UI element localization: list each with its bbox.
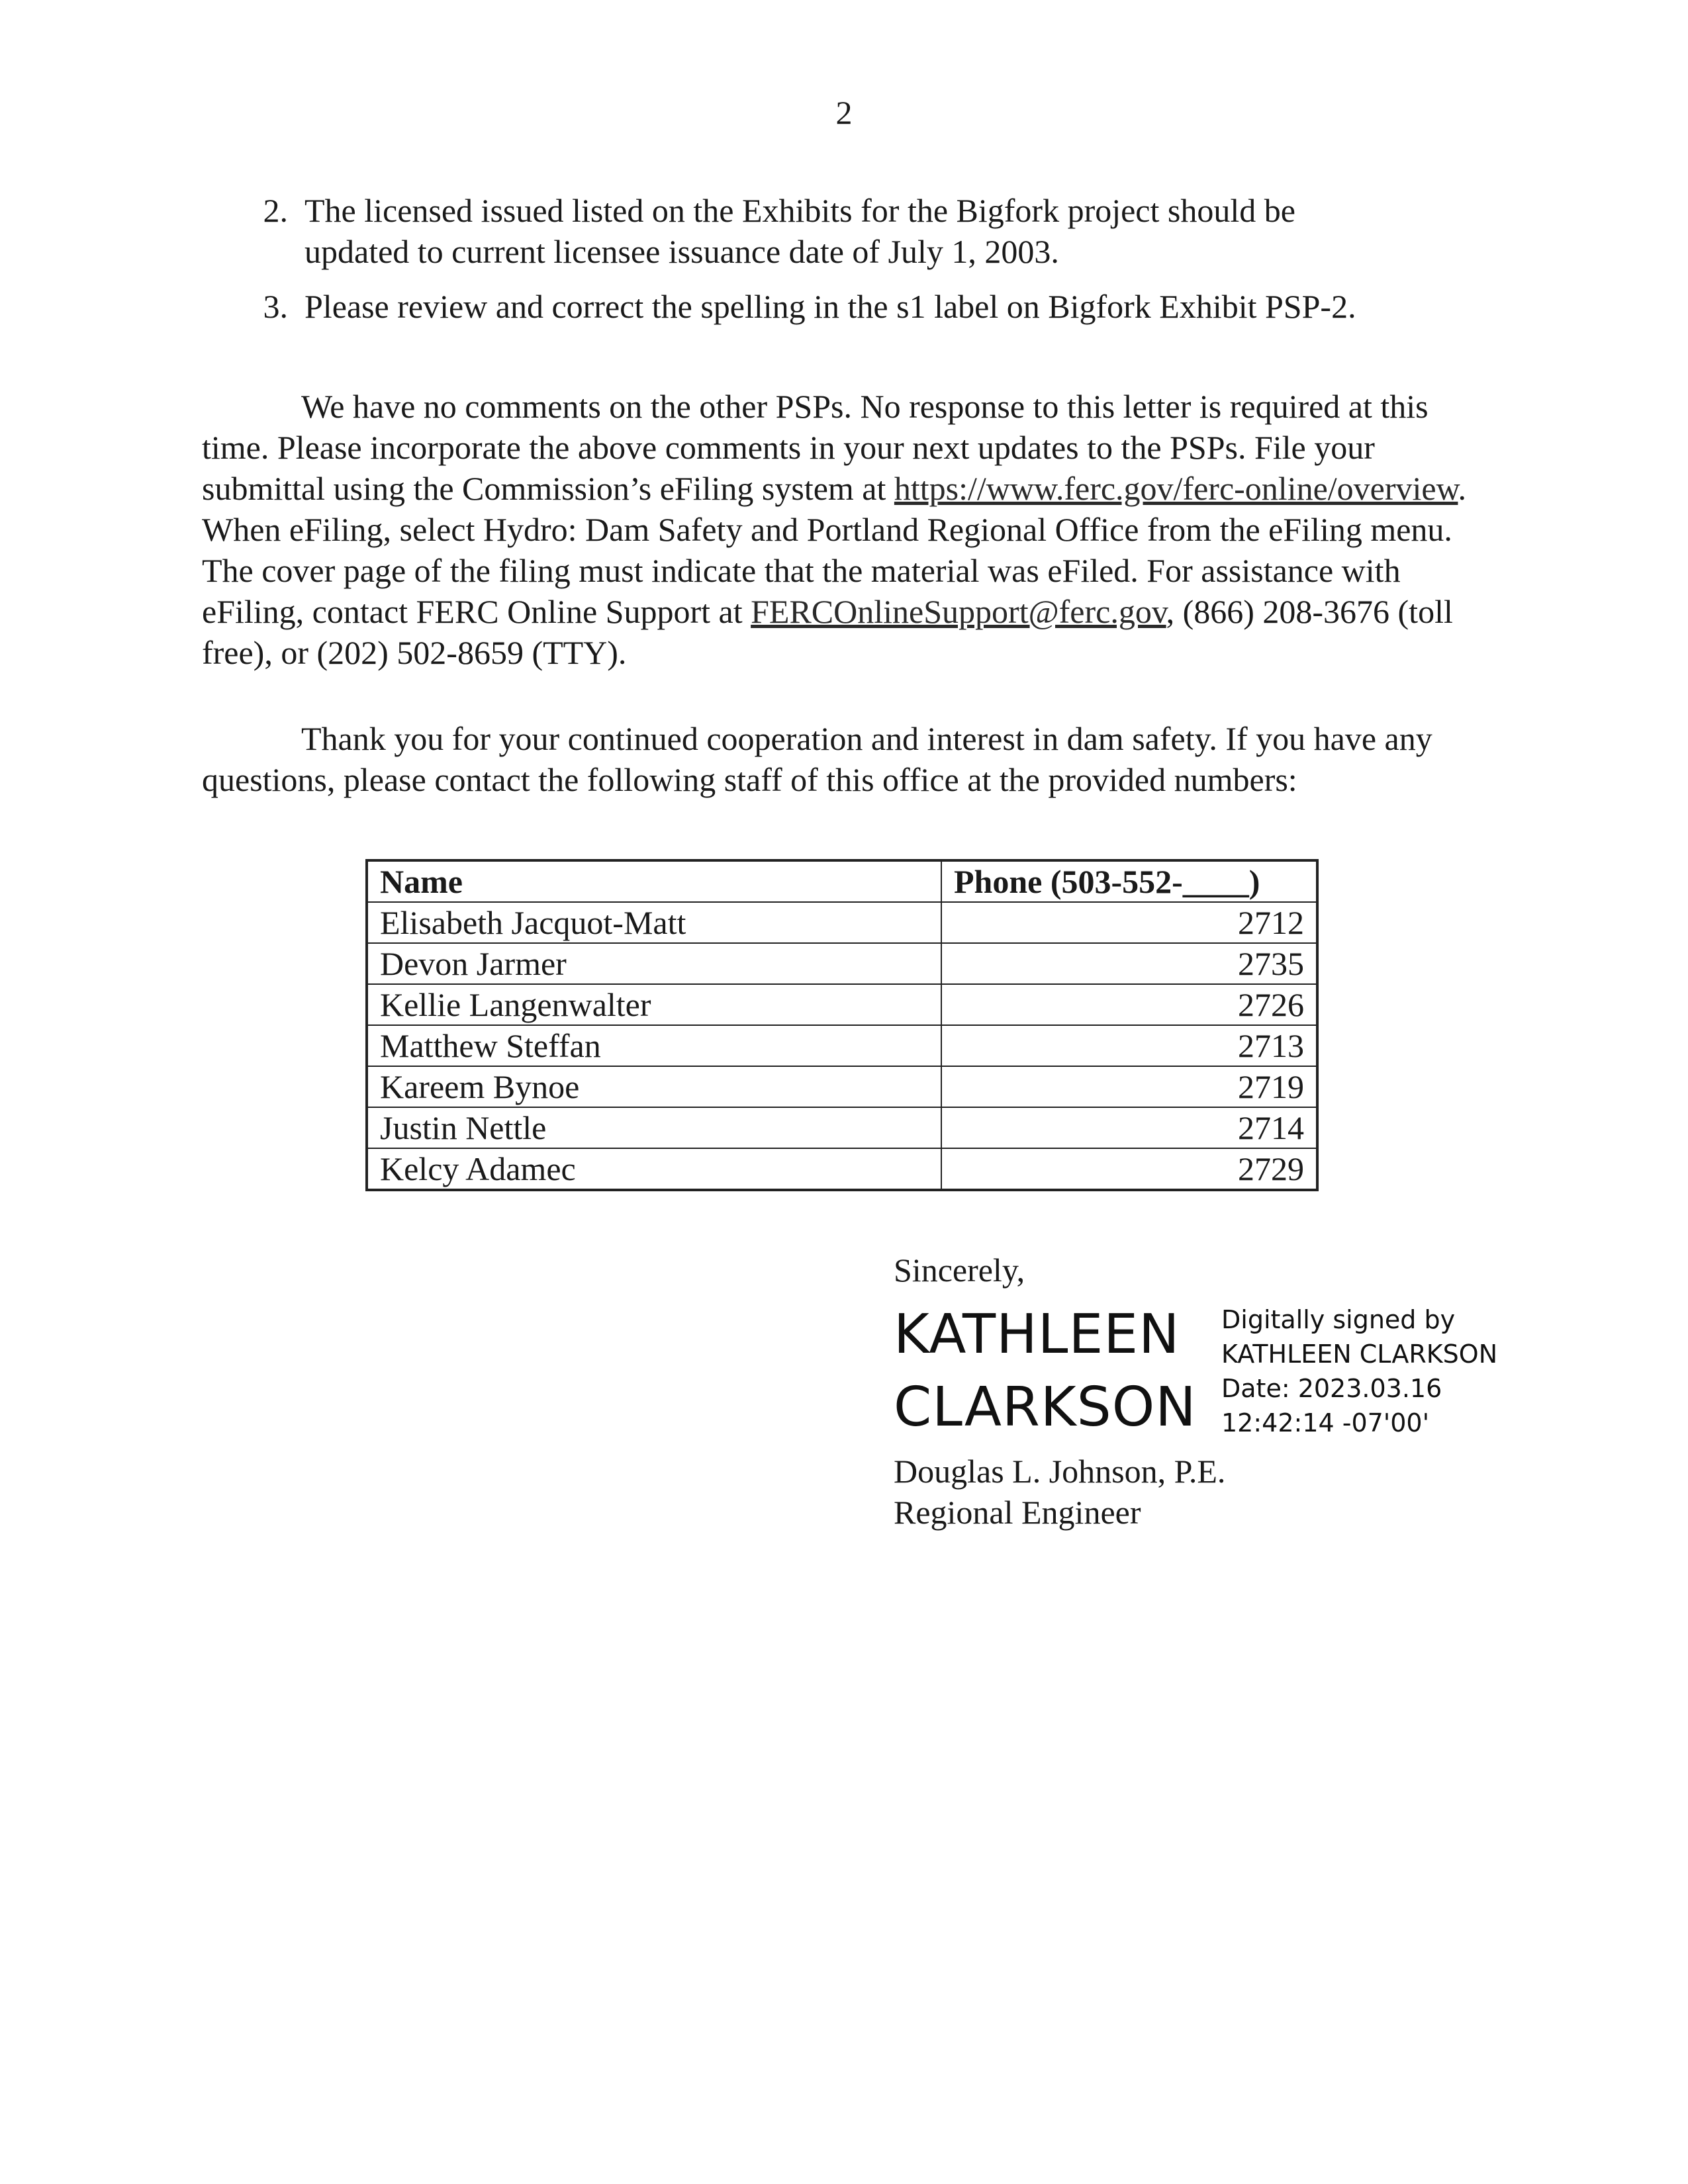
signature-name-line: KATHLEEN	[894, 1303, 1180, 1366]
list-item-line: updated to current licensee issuance date of July 1, 2003.	[305, 233, 1059, 270]
column-header-phone: Phone (503-552-____)	[941, 860, 1317, 902]
staff-phone: 2726	[941, 984, 1317, 1025]
page-number: 2	[835, 94, 853, 131]
staff-name: Kelcy Adamec	[367, 1148, 941, 1190]
list-item-number: 2.	[263, 192, 288, 229]
paragraph-text: , (866) 208-3676 (toll free), or (202) 502-8659 (TTY).	[202, 593, 1453, 671]
digital-signature-details	[1221, 1302, 1497, 1440]
table-row	[367, 1025, 1317, 1066]
staff-name: Kareem Bynoe	[367, 1066, 941, 1107]
staff-name: Justin Nettle	[367, 1107, 941, 1148]
list-item-line: The licensed issued listed on the Exhibits for the Bigfork project should be	[305, 192, 1295, 229]
staff-phone: 2714	[941, 1107, 1317, 1148]
staff-contact-table	[365, 859, 1319, 1191]
signature-detail-line: KATHLEEN CLARKSON	[1221, 1340, 1498, 1369]
staff-phone: 2735	[941, 943, 1317, 984]
efiling-link[interactable]: https://www.ferc.gov/ferc-online/overview	[894, 470, 1458, 507]
list-item-line: Please review and correct the spelling in the s1 label on Bigfork Exhibit PSP-2.	[305, 288, 1356, 325]
efiling-paragraph	[202, 386, 1473, 673]
staff-phone: 2729	[941, 1148, 1317, 1190]
support-email-link[interactable]: FERCOnlineSupport@ferc.gov	[751, 593, 1166, 630]
closing-salutation: Sincerely,	[894, 1251, 1025, 1289]
signature-detail-line: Date: 2023.03.16	[1221, 1374, 1442, 1403]
staff-name: Kellie Langenwalter	[367, 984, 941, 1025]
signer-title: Regional Engineer	[894, 1494, 1141, 1531]
table-row	[367, 902, 1317, 943]
table-row	[367, 1148, 1317, 1190]
signer-name: Douglas L. Johnson, P.E.	[894, 1453, 1226, 1490]
table-row	[367, 1066, 1317, 1107]
list-item-number: 3.	[263, 288, 288, 325]
table-header-row	[367, 860, 1317, 902]
staff-name: Devon Jarmer	[367, 943, 941, 984]
signature-name-line: CLARKSON	[894, 1376, 1197, 1439]
table-row	[367, 1107, 1317, 1148]
staff-phone: 2719	[941, 1066, 1317, 1107]
staff-phone: 2713	[941, 1025, 1317, 1066]
staff-phone: 2712	[941, 902, 1317, 943]
signer-block	[894, 1451, 1225, 1533]
staff-name: Elisabeth Jacquot-Matt	[367, 902, 941, 943]
column-header-name: Name	[367, 860, 941, 902]
table-row	[367, 984, 1317, 1025]
contact-paragraph: Thank you for your continued cooperation and interest in dam safety. If you have any questions, please contact the following staff of this office at the provided numbers:	[202, 720, 1432, 798]
signature-detail-line: Digitally signed by	[1221, 1305, 1456, 1334]
signature-detail-line: 12:42:14 -07'00'	[1221, 1408, 1430, 1437]
digital-signature-name	[894, 1298, 1197, 1444]
paragraph-text: . When eFiling, select Hydro: Dam Safety and Portland Regional Office from the eFiling menu. The cover page of the filing must indicate that the material was eFiled. For assistance with eFiling, contact FERC Online Support at	[202, 470, 1466, 630]
paragraph-text: We have no comments on the other PSPs. No response to this letter is required at this time. Please incorporate the above comments in your next updates to the PSPs. File your submittal using the Commission’s eFiling system at	[202, 388, 1429, 507]
staff-name: Matthew Steffan	[367, 1025, 941, 1066]
table-row	[367, 943, 1317, 984]
